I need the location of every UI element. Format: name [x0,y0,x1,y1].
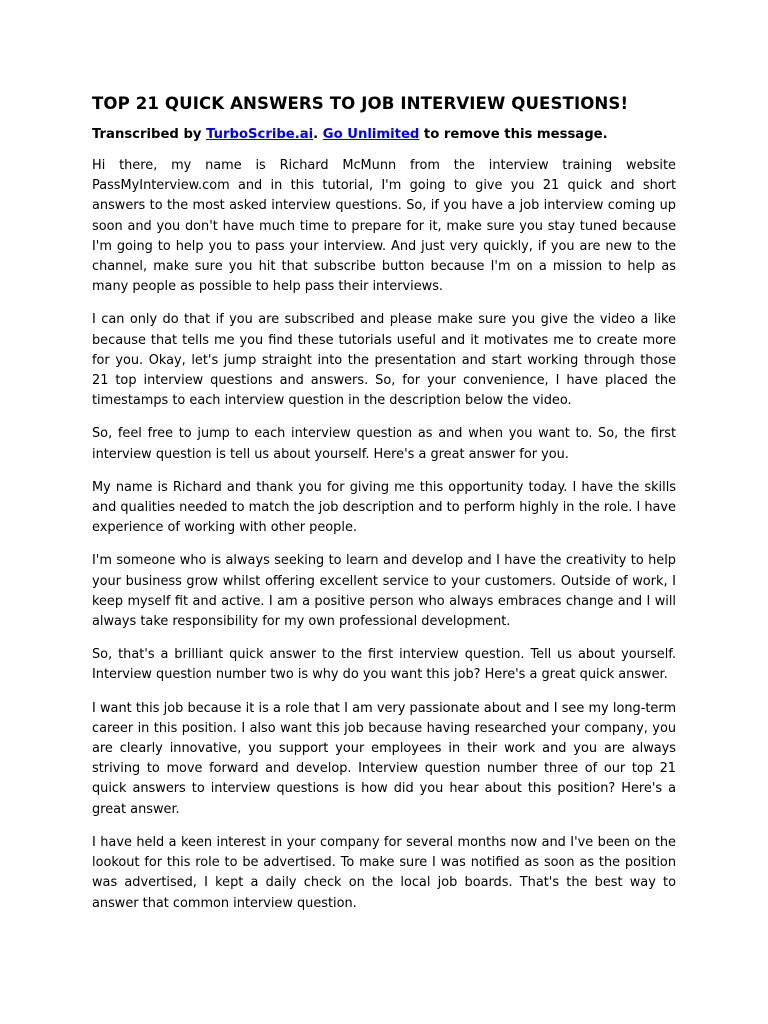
document-page [92,92,676,927]
paragraph-6: So, that's a brilliant quick answer to the first interview question. Tell us about yourself. Interview question number two is why do you want this job? Here's a great quick answer. [92,647,676,683]
paragraph-4: My name is Richard and thank you for giving me this opportunity today. I have the skills and qualities needed to match the job description and to perform highly in the role. I have experience of working with other people. [92,479,676,536]
paragraph-3: So, feel free to jump to each interview question as and when you want to. So, the first interview question is tell us about yourself. Here's a great answer for you. [92,426,676,462]
turboscribe-link[interactable]: TurboScribe.ai [206,127,314,142]
transcription-separator: . [313,127,323,142]
paragraph-8: I have held a keen interest in your company for several months now and I've been on the lookout for this role to be advertised. To make sure I was notified as soon as the position was advertised, I kept a daily check on the local job boards. That's the best way to answer that common interview question. [92,834,676,911]
paragraph-5: I'm someone who is always seeking to learn and develop and I have the creativity to help your business grow whilst offering excellent service to your customers. Outside of work, I keep myself fit and active. I am a positive person who always embraces change and I will always take responsibility for my own professional development. [92,553,676,630]
go-unlimited-link[interactable]: Go Unlimited [322,127,420,142]
paragraph-7: I want this job because it is a role that I am very passionate about and I see my long-term career in this position. I also want this job because having researched your company, you are clearly innovative, you support your employees in their work and you are always striving to move forward and develop. Interview question number three of our top 21 quick answers to interview questions is how did you hear about this position? Here's a great answer. [92,700,676,817]
paragraph-2: I can only do that if you are subscribed and please make sure you give the video a like because that tells me you find these tutorials useful and it motivates me to create more for you. Okay, let's jump straight into the presentation and start working through those 21 top interview questions and answers. So, for your convenience, I have placed the timestamps to each interview question in the description below the video. [92,312,676,409]
transcription-notice [92,125,676,145]
paragraph-1: Hi there, my name is Richard McMunn from the interview training website PassMyInterview.com and in this tutorial, I'm going to give you 21 quick and short answers to the most asked interview questions. So, if you have a job interview coming up soon and you don't have much time to prepare for it, make sure you stay tuned because I'm going to help you to pass your interview. And just very quickly, if you are new to the channel, make sure you hit that subscribe button because I'm on a mission to help as many people as possible to help pass their interviews. [92,158,676,295]
transcription-prefix: Transcribed by [92,127,207,142]
document-title: TOP 21 QUICK ANSWERS TO JOB INTERVIEW QUESTIONS! [92,94,629,113]
transcription-suffix: to remove this message. [419,127,608,142]
